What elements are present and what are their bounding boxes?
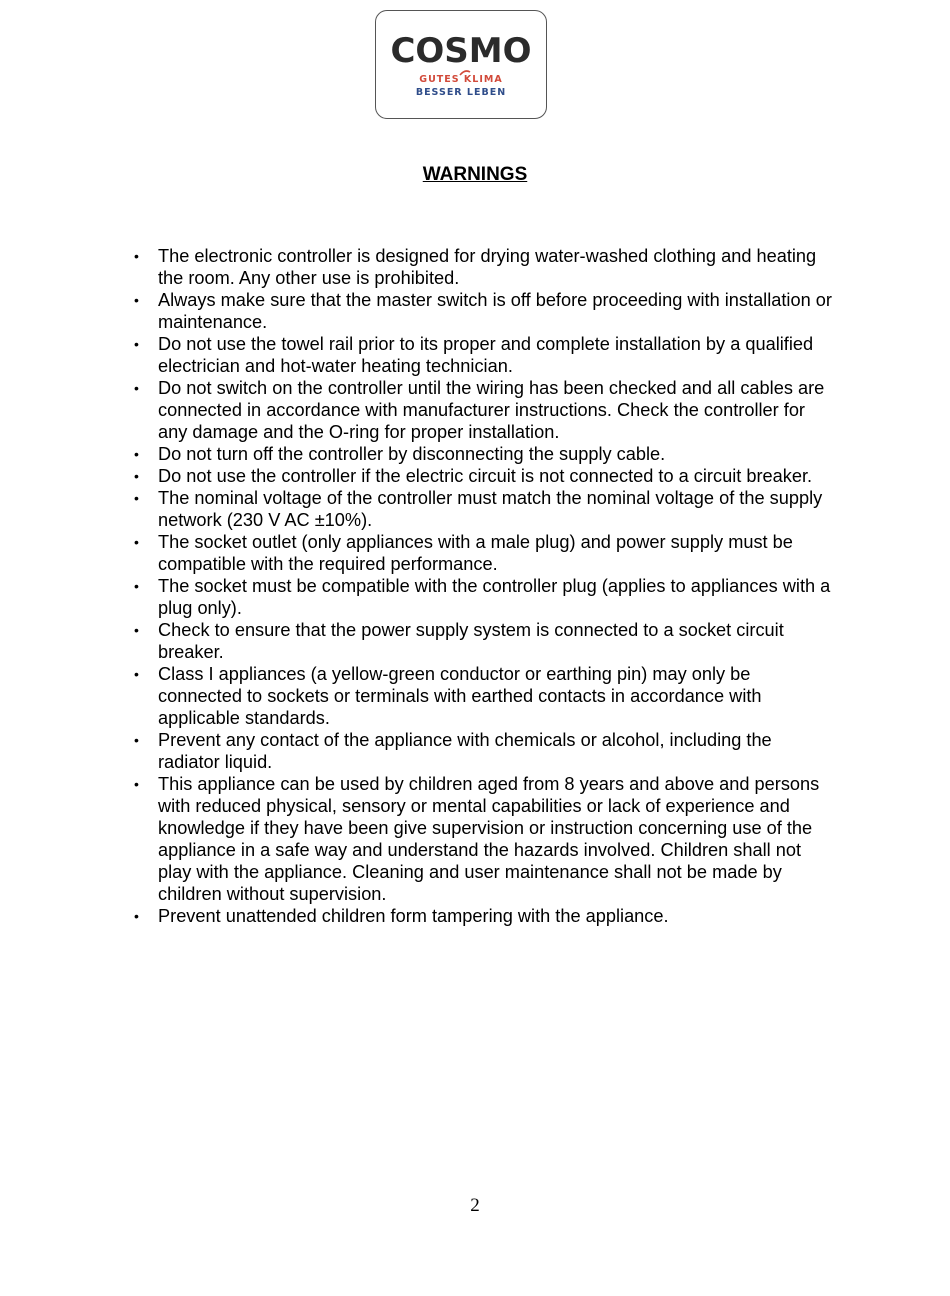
page-title: WARNINGS <box>422 164 528 185</box>
list-item: • The electronic controller is designed for drying water-washed clothing and heating the room. Any other use is prohibited. <box>158 245 838 289</box>
logo-brand: COSMO <box>390 31 532 71</box>
list-item: • Check to ensure that the power supply system is connected to a socket circuit breaker. <box>158 619 838 663</box>
list-item: • The socket must be compatible with the controller plug (applies to appliances with a plug only). <box>158 575 838 619</box>
list-item: • Class I appliances (a yellow-green conductor or earthing pin) may only be connected to sockets or terminals with earthed contacts in accordance with applicable standards. <box>158 663 838 729</box>
list-item: • The nominal voltage of the controller must match the nominal voltage of the supply network (230 V AC ±10%). <box>158 487 838 531</box>
list-item: • Prevent unattended children form tampering with the appliance. <box>158 905 838 927</box>
list-item: • Do not use the towel rail prior to its proper and complete installation by a qualified electrician and hot-water heating technician. <box>158 333 838 377</box>
list-item: • Do not switch on the controller until the wiring has been checked and all cables are connected in accordance with manufacturer instructions. Check the controller for any damage and the O-ring for proper installation. <box>158 377 838 443</box>
list-item: • Do not use the controller if the electric circuit is not connected to a circuit breaker. <box>158 465 838 487</box>
list-item: • The socket outlet (only appliances with a male plug) and power supply must be compatible with the required performance. <box>158 531 838 575</box>
list-item: • This appliance can be used by children aged from 8 years and above and persons with reduced physical, sensory or mental capabilities or lack of experience and knowledge if they have been give supervision or instruction concerning use of the appliance in a safe way and understand the hazards involved. Children shall not play with the appliance. Cleaning and user maintenance shall not be made by children without supervision. <box>158 773 838 905</box>
page-number: 2 <box>470 1195 480 1216</box>
list-item: • Always make sure that the master switch is off before proceeding with installation or maintenance. <box>158 289 838 333</box>
warnings-list <box>158 245 838 927</box>
list-item: • Prevent any contact of the appliance with chemicals or alcohol, including the radiator liquid. <box>158 729 838 773</box>
logo-tagline-1: GUTES KLIMA <box>419 74 503 85</box>
logo <box>375 10 547 119</box>
list-item: • Do not turn off the controller by disconnecting the supply cable. <box>158 443 838 465</box>
logo-tagline-2: BESSER LEBEN <box>415 87 507 98</box>
